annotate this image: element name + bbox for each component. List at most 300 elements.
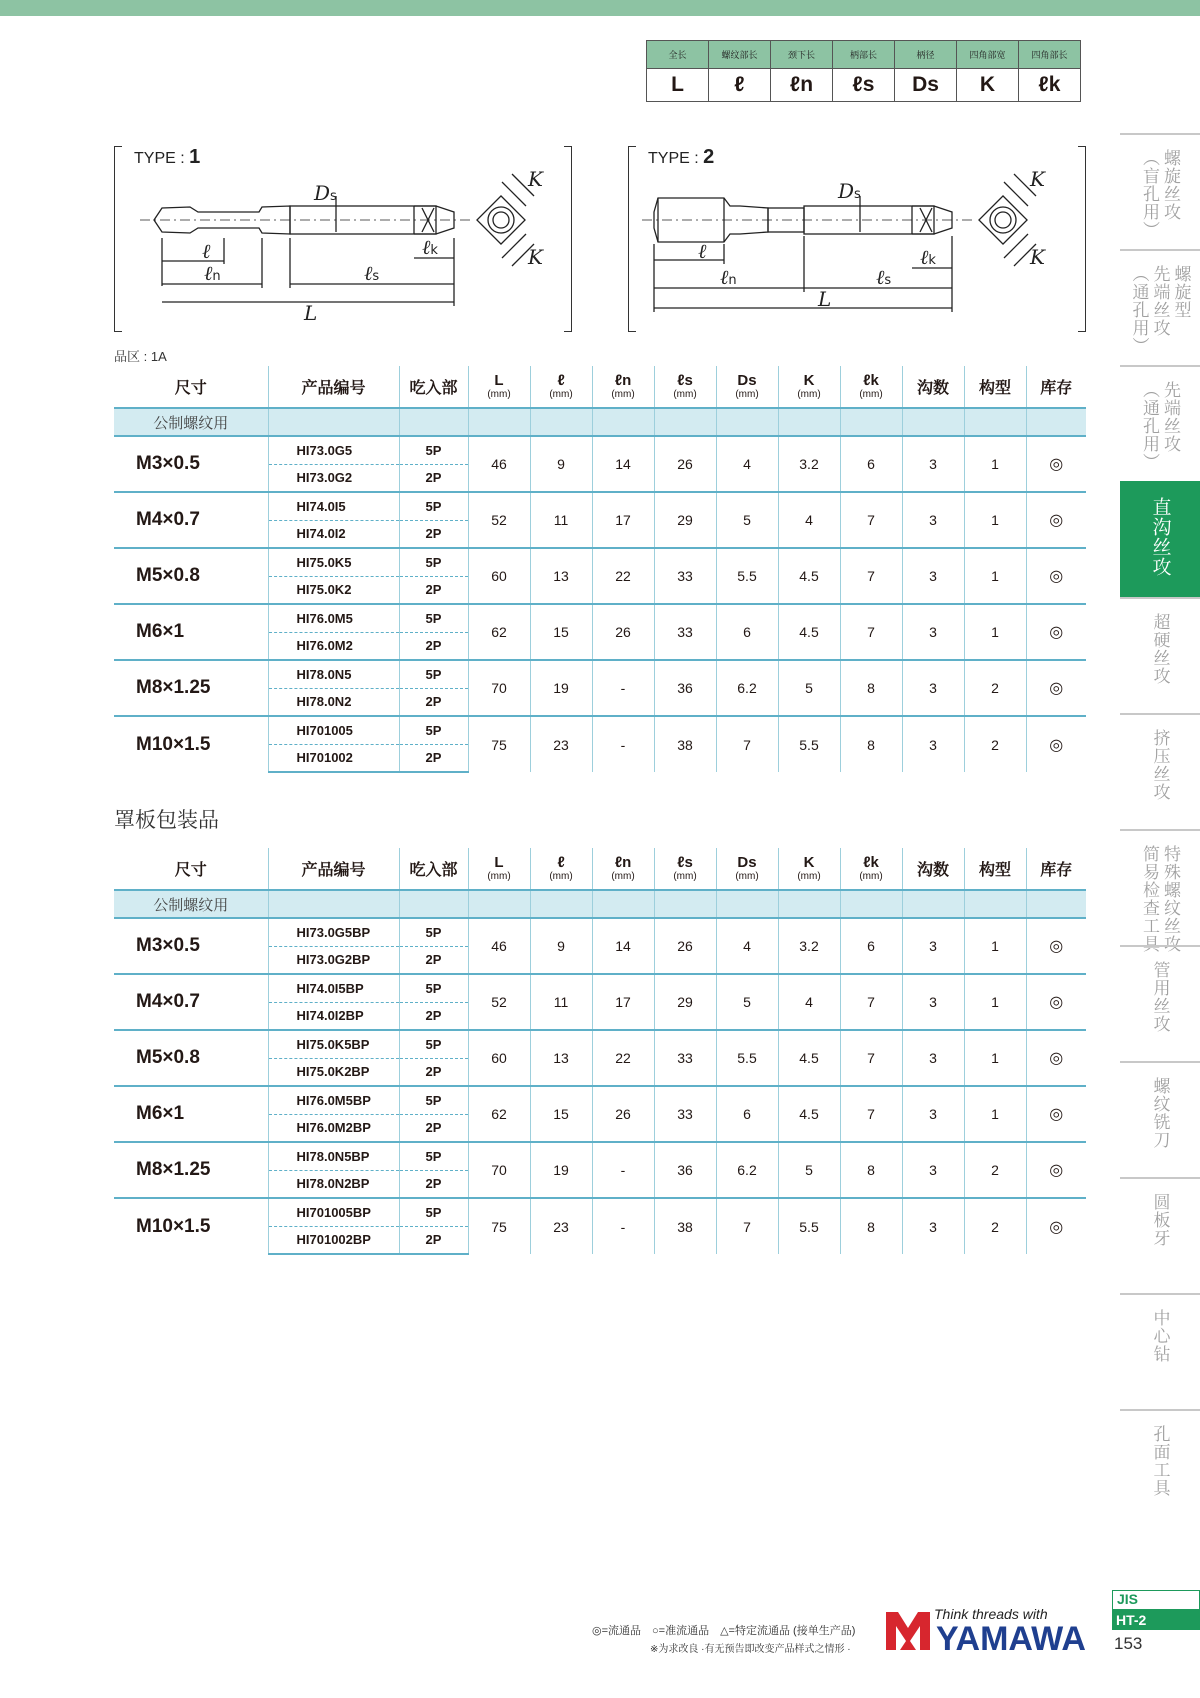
value-flutes: 3 — [902, 974, 964, 1030]
thread-size: M10×1.5 — [114, 1198, 268, 1254]
column-header-entry: 吃入部 — [399, 848, 468, 890]
value-l: 23 — [530, 1198, 592, 1254]
sidenav-label-column: 管用丝攻 — [1150, 961, 1170, 1033]
sidenav-item-label — [1120, 961, 1200, 1033]
product-code: HI701005 — [268, 716, 399, 744]
sidenav-item[interactable] — [1120, 597, 1200, 713]
stock-status: ◎ — [1026, 716, 1086, 772]
stock-status: ◎ — [1026, 436, 1086, 492]
sidenav-item-label — [1120, 265, 1200, 355]
sidenav-label-column: 中心钻 — [1150, 1309, 1170, 1363]
dim-K-bottom: K — [528, 245, 543, 269]
value-l: 13 — [530, 1030, 592, 1086]
legend-header-cell: 螺纹部长 — [709, 41, 771, 69]
entry-type: 5P — [399, 436, 468, 464]
product-code: HI76.0M5 — [268, 604, 399, 632]
sidenav-label-column: 特殊螺纹丝攻 — [1161, 845, 1180, 953]
subheader-cell — [964, 890, 1026, 918]
value-L: 60 — [468, 1030, 530, 1086]
value-l: 9 — [530, 918, 592, 974]
sidenav-item[interactable] — [1120, 945, 1200, 1061]
entry-type: 2P — [399, 1226, 468, 1254]
dimension-legend — [646, 40, 1081, 102]
value-l: 19 — [530, 1142, 592, 1198]
dim-L: L — [818, 287, 832, 311]
table-row — [114, 716, 1086, 744]
value-Ds: 4 — [716, 918, 778, 974]
table-row — [114, 1030, 1086, 1058]
table-row — [114, 974, 1086, 1002]
value-lk: 8 — [840, 660, 902, 716]
product-code: HI76.0M2 — [268, 632, 399, 660]
value-ln: 22 — [592, 548, 654, 604]
sidenav-label-column: 先端丝攻 — [1150, 265, 1170, 337]
sidenav-item-label — [1120, 1193, 1200, 1247]
value-ln: 22 — [592, 1030, 654, 1086]
table-row — [114, 1142, 1086, 1170]
dim-ls: ℓs — [364, 261, 380, 285]
entry-type: 2P — [399, 632, 468, 660]
legend-header-cell: 全长 — [647, 41, 709, 69]
product-code: HI75.0K2 — [268, 576, 399, 604]
column-header-lk — [840, 366, 902, 408]
column-symbol: ℓk — [863, 372, 879, 389]
value-K: 4.5 — [778, 1086, 840, 1142]
sidenav-item[interactable] — [1120, 481, 1200, 597]
value-lk: 7 — [840, 1086, 902, 1142]
product-code: HI74.0I5 — [268, 492, 399, 520]
value-ls: 36 — [654, 1142, 716, 1198]
product-code: HI75.0K5BP — [268, 1030, 399, 1058]
product-code: HI75.0K5 — [268, 548, 399, 576]
subheader-cell — [840, 408, 902, 436]
dim-ln: ℓn — [204, 261, 221, 285]
metric-thread-subheader — [114, 408, 1086, 436]
stock-legend-note: ◎=流通品 ○=准流通品 △=特定流通品 (接单生产品) — [592, 1625, 856, 1637]
sidenav-item[interactable] — [1120, 829, 1200, 953]
subheader-label: 公制螺纹用 — [114, 408, 268, 436]
value-type: 2 — [964, 716, 1026, 772]
value-type: 1 — [964, 492, 1026, 548]
value-L: 52 — [468, 974, 530, 1030]
stock-status: ◎ — [1026, 492, 1086, 548]
value-type: 2 — [964, 1198, 1026, 1254]
subheader-cell — [399, 890, 468, 918]
value-lk: 8 — [840, 716, 902, 772]
legend-header-cell: 柄部长 — [833, 41, 895, 69]
table-row — [114, 1086, 1086, 1114]
value-type: 1 — [964, 548, 1026, 604]
column-unit: (mm) — [611, 389, 635, 400]
subheader-cell — [468, 408, 530, 436]
stock-status: ◎ — [1026, 1030, 1086, 1086]
value-Ds: 7 — [716, 1198, 778, 1254]
value-ls: 33 — [654, 604, 716, 660]
subheader-cell — [468, 890, 530, 918]
product-code: HI73.0G2BP — [268, 946, 399, 974]
type1-label: TYPE : 1 — [134, 146, 201, 168]
value-flutes: 3 — [902, 604, 964, 660]
value-L: 70 — [468, 660, 530, 716]
value-lk: 7 — [840, 548, 902, 604]
column-header-ls — [654, 848, 716, 890]
subheader-cell — [902, 408, 964, 436]
column-symbol: ℓn — [614, 854, 632, 871]
entry-type: 2P — [399, 688, 468, 716]
subheader-cell — [592, 408, 654, 436]
sidenav-item[interactable] — [1120, 1409, 1200, 1525]
dim-K-top: K — [1030, 167, 1045, 191]
value-type: 1 — [964, 604, 1026, 660]
thread-size: M4×0.7 — [114, 974, 268, 1030]
column-header-size: 尺寸 — [174, 380, 207, 397]
column-header-Ds — [716, 366, 778, 408]
column-header-size: 尺寸 — [174, 862, 207, 879]
type2-diagram — [628, 146, 1086, 332]
value-K: 4 — [778, 974, 840, 1030]
column-unit: (mm) — [549, 871, 573, 882]
value-ln: - — [592, 716, 654, 772]
value-l: 11 — [530, 492, 592, 548]
column-header-L — [468, 848, 530, 890]
table-row — [114, 492, 1086, 520]
value-K: 3.2 — [778, 436, 840, 492]
value-lk: 7 — [840, 604, 902, 660]
thread-size: M6×1 — [114, 604, 268, 660]
column-header-ls — [654, 366, 716, 408]
subheader-cell — [1026, 408, 1086, 436]
subheader-cell — [592, 890, 654, 918]
value-lk: 8 — [840, 1142, 902, 1198]
sidenav-item[interactable] — [1120, 1061, 1200, 1177]
subheader-cell — [399, 408, 468, 436]
value-L: 75 — [468, 1198, 530, 1254]
entry-type: 2P — [399, 520, 468, 548]
value-flutes: 3 — [902, 660, 964, 716]
dim-l: ℓ — [698, 239, 707, 263]
value-ln: - — [592, 1198, 654, 1254]
legend-symbol-cell: ℓk — [1019, 69, 1081, 102]
sidenav-item[interactable] — [1120, 249, 1200, 365]
thread-size: M5×0.8 — [114, 1030, 268, 1086]
spec-table-blister — [114, 848, 1086, 1255]
value-flutes: 3 — [902, 1030, 964, 1086]
entry-type: 5P — [399, 548, 468, 576]
legend-symbol-cell: K — [957, 69, 1019, 102]
entry-type: 2P — [399, 744, 468, 772]
column-header-K — [778, 848, 840, 890]
value-L: 62 — [468, 1086, 530, 1142]
column-unit: (mm) — [549, 389, 573, 400]
column-header-code: 产品编号 — [268, 848, 399, 890]
value-type: 1 — [964, 918, 1026, 974]
dim-Ds: Ds — [314, 181, 337, 205]
entry-type: 5P — [399, 918, 468, 946]
column-unit: (mm) — [735, 871, 759, 882]
value-L: 75 — [468, 716, 530, 772]
column-symbol: L — [494, 372, 504, 389]
product-code: HI78.0N2BP — [268, 1170, 399, 1198]
dim-K-top: K — [528, 167, 543, 191]
legend-header-cell: 四角部宽 — [957, 41, 1019, 69]
value-ln: 17 — [592, 492, 654, 548]
column-header-type: 构型 — [964, 366, 1026, 408]
entry-type: 2P — [399, 1114, 468, 1142]
product-code: HI73.0G5BP — [268, 918, 399, 946]
column-header-lk — [840, 848, 902, 890]
column-symbol: ℓ — [557, 854, 565, 871]
column-header-type: 构型 — [964, 848, 1026, 890]
sidenav-label-column: 先端丝攻 — [1161, 381, 1180, 453]
product-code: HI75.0K2BP — [268, 1058, 399, 1086]
value-Ds: 6.2 — [716, 1142, 778, 1198]
jis-badge: JIS — [1112, 1590, 1200, 1610]
page-number: 153 — [1114, 1634, 1143, 1653]
product-code: HI73.0G2 — [268, 464, 399, 492]
product-code: HI701002BP — [268, 1226, 399, 1254]
subheader-cell — [840, 890, 902, 918]
value-Ds: 5 — [716, 974, 778, 1030]
legend-header-cell: 四角部长 — [1019, 41, 1081, 69]
value-l: 15 — [530, 1086, 592, 1142]
dim-ls: ℓs — [876, 265, 892, 289]
subheader-cell — [716, 408, 778, 436]
product-code: HI76.0M2BP — [268, 1114, 399, 1142]
product-code: HI73.0G5 — [268, 436, 399, 464]
subheader-cell — [964, 408, 1026, 436]
value-ls: 29 — [654, 974, 716, 1030]
value-ls: 38 — [654, 1198, 716, 1254]
entry-type: 2P — [399, 1170, 468, 1198]
value-ln: 14 — [592, 436, 654, 492]
subheader-cell — [902, 890, 964, 918]
column-unit: (mm) — [735, 389, 759, 400]
legend-symbol-cell: L — [647, 69, 709, 102]
type2-label: TYPE : 2 — [648, 146, 715, 168]
column-header-code: 产品编号 — [268, 366, 399, 408]
column-unit: (mm) — [797, 389, 821, 400]
table-row — [114, 548, 1086, 576]
entry-type: 2P — [399, 1002, 468, 1030]
column-header-l — [530, 848, 592, 890]
column-header-K — [778, 366, 840, 408]
stock-status: ◎ — [1026, 548, 1086, 604]
sidenav-item[interactable] — [1120, 713, 1200, 829]
value-Ds: 5.5 — [716, 548, 778, 604]
sidenav-item-label — [1120, 497, 1200, 577]
column-header-Ds — [716, 848, 778, 890]
value-l: 15 — [530, 604, 592, 660]
sidenav-item-label — [1120, 1077, 1200, 1149]
sidenav-item[interactable] — [1120, 1177, 1200, 1293]
value-flutes: 3 — [902, 1198, 964, 1254]
value-L: 70 — [468, 1142, 530, 1198]
value-K: 4.5 — [778, 604, 840, 660]
sidenav-item-label — [1120, 149, 1200, 239]
dim-lk: ℓk — [422, 235, 438, 259]
value-Ds: 5.5 — [716, 1030, 778, 1086]
value-ln: 26 — [592, 1086, 654, 1142]
stock-status: ◎ — [1026, 1086, 1086, 1142]
value-lk: 7 — [840, 1030, 902, 1086]
product-code: HI76.0M5BP — [268, 1086, 399, 1114]
entry-type: 5P — [399, 974, 468, 1002]
column-symbol: ℓs — [677, 372, 693, 389]
sidenav-label-column: 螺纹铣刀 — [1150, 1077, 1170, 1149]
entry-type: 5P — [399, 1030, 468, 1058]
value-lk: 6 — [840, 436, 902, 492]
table-row — [114, 1198, 1086, 1226]
product-code: HI78.0N2 — [268, 688, 399, 716]
sidenav-label-column: 孔面工具 — [1150, 1425, 1170, 1497]
subheader-cell — [778, 408, 840, 436]
column-header-flutes: 沟数 — [902, 848, 964, 890]
value-L: 52 — [468, 492, 530, 548]
category-sidenav — [1120, 133, 1200, 1525]
entry-type: 5P — [399, 492, 468, 520]
stock-status: ◎ — [1026, 604, 1086, 660]
value-K: 4.5 — [778, 1030, 840, 1086]
value-flutes: 3 — [902, 436, 964, 492]
value-type: 1 — [964, 1030, 1026, 1086]
dim-Ds: Ds — [838, 179, 861, 203]
column-symbol: Ds — [737, 372, 757, 389]
value-ln: 14 — [592, 918, 654, 974]
value-Ds: 6 — [716, 604, 778, 660]
type2-drawing — [628, 146, 1086, 332]
value-l: 23 — [530, 716, 592, 772]
sidenav-label-column: 直沟丝攻 — [1149, 497, 1171, 577]
dim-L: L — [304, 301, 318, 325]
value-lk: 7 — [840, 492, 902, 548]
subheader-cell — [530, 890, 592, 918]
type1-drawing — [114, 146, 572, 332]
value-ls: 33 — [654, 1086, 716, 1142]
value-Ds: 7 — [716, 716, 778, 772]
sidenav-item-label — [1120, 845, 1200, 953]
value-K: 5 — [778, 660, 840, 716]
value-l: 11 — [530, 974, 592, 1030]
table-header-row — [114, 848, 1086, 890]
value-lk: 7 — [840, 974, 902, 1030]
product-code: HI74.0I2 — [268, 520, 399, 548]
value-Ds: 6 — [716, 1086, 778, 1142]
table-row — [114, 660, 1086, 688]
value-ls: 26 — [654, 436, 716, 492]
sidenav-label-column: （通孔用） — [1140, 381, 1159, 471]
value-Ds: 5 — [716, 492, 778, 548]
stock-status: ◎ — [1026, 660, 1086, 716]
table-row — [114, 604, 1086, 632]
column-symbol: Ds — [737, 854, 757, 871]
value-ls: 36 — [654, 660, 716, 716]
sidenav-item[interactable] — [1120, 1293, 1200, 1409]
thread-size: M3×0.5 — [136, 935, 200, 956]
sidenav-item-label — [1120, 381, 1200, 471]
legend-symbol-cell: ℓs — [833, 69, 895, 102]
value-ln: - — [592, 660, 654, 716]
sidenav-item[interactable] — [1120, 133, 1200, 249]
value-l: 19 — [530, 660, 592, 716]
product-code: HI78.0N5 — [268, 660, 399, 688]
entry-type: 2P — [399, 464, 468, 492]
sidenav-item-label — [1120, 1309, 1200, 1363]
value-ls: 38 — [654, 716, 716, 772]
column-symbol: K — [803, 854, 815, 871]
yamawa-logo — [884, 1606, 1086, 1658]
subheader-cell — [716, 890, 778, 918]
value-flutes: 3 — [902, 548, 964, 604]
value-Ds: 6.2 — [716, 660, 778, 716]
entry-type: 5P — [399, 604, 468, 632]
product-code: HI74.0I5BP — [268, 974, 399, 1002]
subheader-cell — [1026, 890, 1086, 918]
disclaimer-note: ※为求改良 ·有无预告即改变产品样式之情形 · — [650, 1644, 851, 1655]
column-unit: (mm) — [797, 871, 821, 882]
entry-type: 2P — [399, 1058, 468, 1086]
sidenav-item-label — [1120, 729, 1200, 801]
column-unit: (mm) — [487, 871, 511, 882]
table-header-row — [114, 366, 1086, 408]
column-header-stock: 库存 — [1026, 848, 1086, 890]
sidenav-item[interactable] — [1120, 365, 1200, 481]
value-Ds: 4 — [716, 436, 778, 492]
value-L: 60 — [468, 548, 530, 604]
entry-type: 2P — [399, 946, 468, 974]
value-L: 62 — [468, 604, 530, 660]
value-K: 4 — [778, 492, 840, 548]
type1-diagram — [114, 146, 572, 332]
subheader-cell — [268, 890, 399, 918]
column-unit: (mm) — [859, 871, 883, 882]
entry-type: 5P — [399, 660, 468, 688]
value-ln: 17 — [592, 974, 654, 1030]
yamawa-mark-icon — [884, 1608, 932, 1652]
top-color-bar — [0, 0, 1200, 16]
value-lk: 6 — [840, 918, 902, 974]
spec-table-standard — [114, 366, 1086, 773]
value-ls: 26 — [654, 918, 716, 974]
column-symbol: K — [803, 372, 815, 389]
column-symbol: ℓk — [863, 854, 879, 871]
column-header-stock: 库存 — [1026, 366, 1086, 408]
subheader-cell — [654, 408, 716, 436]
column-unit: (mm) — [859, 389, 883, 400]
column-header-ln — [592, 848, 654, 890]
value-L: 46 — [468, 918, 530, 974]
sidenav-label-column: 挤压丝攻 — [1150, 729, 1170, 801]
value-L: 46 — [468, 436, 530, 492]
column-symbol: ℓs — [677, 854, 693, 871]
value-ln: 26 — [592, 604, 654, 660]
sidenav-item-label — [1120, 613, 1200, 685]
column-header-ln — [592, 366, 654, 408]
value-flutes: 3 — [902, 716, 964, 772]
thread-size: M4×0.7 — [114, 492, 268, 548]
value-ls: 33 — [654, 1030, 716, 1086]
product-code: HI701002 — [268, 744, 399, 772]
sidenav-label-column: 圆板牙 — [1150, 1193, 1170, 1247]
dim-l: ℓ — [202, 239, 211, 263]
value-type: 2 — [964, 1142, 1026, 1198]
sidenav-label-column: （通孔用） — [1129, 265, 1149, 355]
sidenav-label-column: 超硬丝攻 — [1150, 613, 1170, 685]
stock-status: ◎ — [1026, 974, 1086, 1030]
table-row — [114, 436, 1086, 464]
dim-ln: ℓn — [720, 265, 737, 289]
column-header-l — [530, 366, 592, 408]
entry-type: 5P — [399, 716, 468, 744]
